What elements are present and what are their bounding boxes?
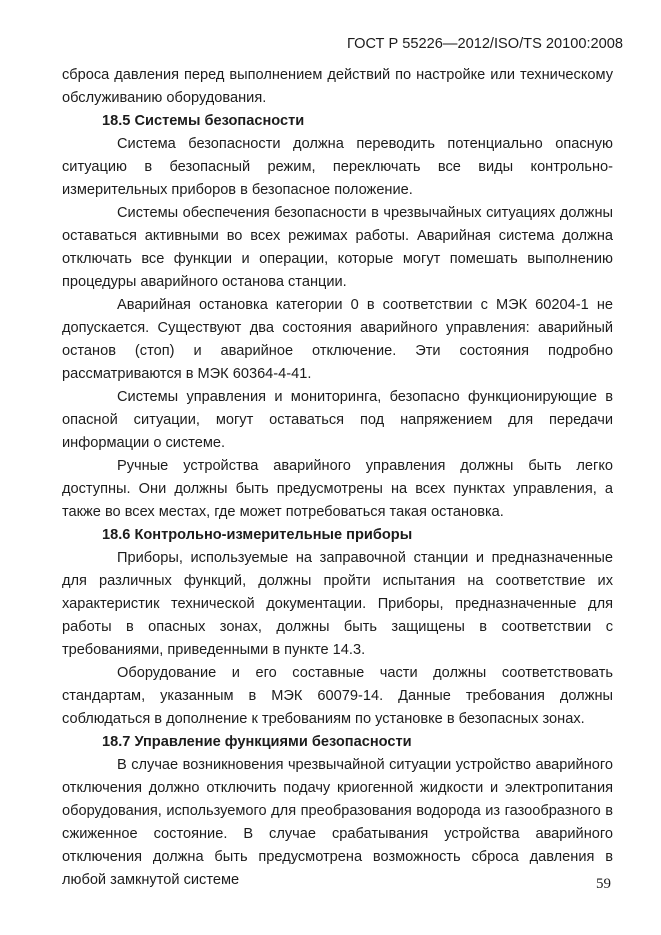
document-standard-header: ГОСТ Р 55226—2012/ISO/TS 20100:2008 [347,36,623,52]
section-heading: 18.7 Управление функциями безопасности [102,734,412,750]
paragraph: Система безопасности должна переводить потенциально опасную ситуацию в безопасный режим, переключать все виды контрольно-измерительных приборов в безопасное положение. [62,136,613,198]
page-number: 59 [596,876,611,892]
paragraph: Приборы, используемые на заправочной станции и предназначенные для различных функций, должны пройти испытания на соответствие их характеристик технической документации. Приборы, предназначенные для работы в опасных зонах, должны быть защищены в соответствии с требованиями, приведенными в пункте 14.3. [62,550,613,658]
section-heading: 18.6 Контрольно-измерительные приборы [102,527,413,543]
paragraph: Системы обеспечения безопасности в чрезвычайных ситуациях должны оставаться активными во всех режимах работы. Аварийная система должна отключать все функции и операции, которые могут помешать выполнению процедуры аварийного останова станции. [62,205,613,290]
paragraph: В случае возникновения чрезвычайной ситуации устройство аварийного отключения должно отключить подачу криогенной жидкости и электропитания оборудования, используемого для преобразования водорода из газообразного в сжиженное состояние. В случае срабатывания устройства аварийного отключения должна быть предусмотрена возможность сброса давления в любой замкнутой системе [62,757,613,888]
paragraph: Ручные устройства аварийного управления должны быть легко доступны. Они должны быть предусмотрены на всех пунктах управления, а также во всех местах, где может потребоваться такая остановка. [62,458,613,520]
paragraph: сброса давления перед выполнением действий по настройке или техническому обслуживанию оборудования. [62,67,613,106]
paragraph: Аварийная остановка категории 0 в соответствии с МЭК 60204-1 не допускается. Существуют два состояния аварийного управления: аварийный останов (стоп) и аварийное отключение. Эти состояния подробно рассматриваются в МЭК 60364-4-41. [62,297,613,382]
document-body [62,64,613,892]
paragraph: Оборудование и его составные части должны соответствовать стандартам, указанным в МЭК 60079-14. Данные требования должны соблюдаться в дополнение к требованиям по установке в безопасных зонах. [62,665,613,727]
section-heading: 18.5 Системы безопасности [102,113,305,129]
paragraph: Системы управления и мониторинга, безопасно функционирующие в опасной ситуации, могут оставаться под напряжением для передачи информации о системе. [62,389,613,451]
